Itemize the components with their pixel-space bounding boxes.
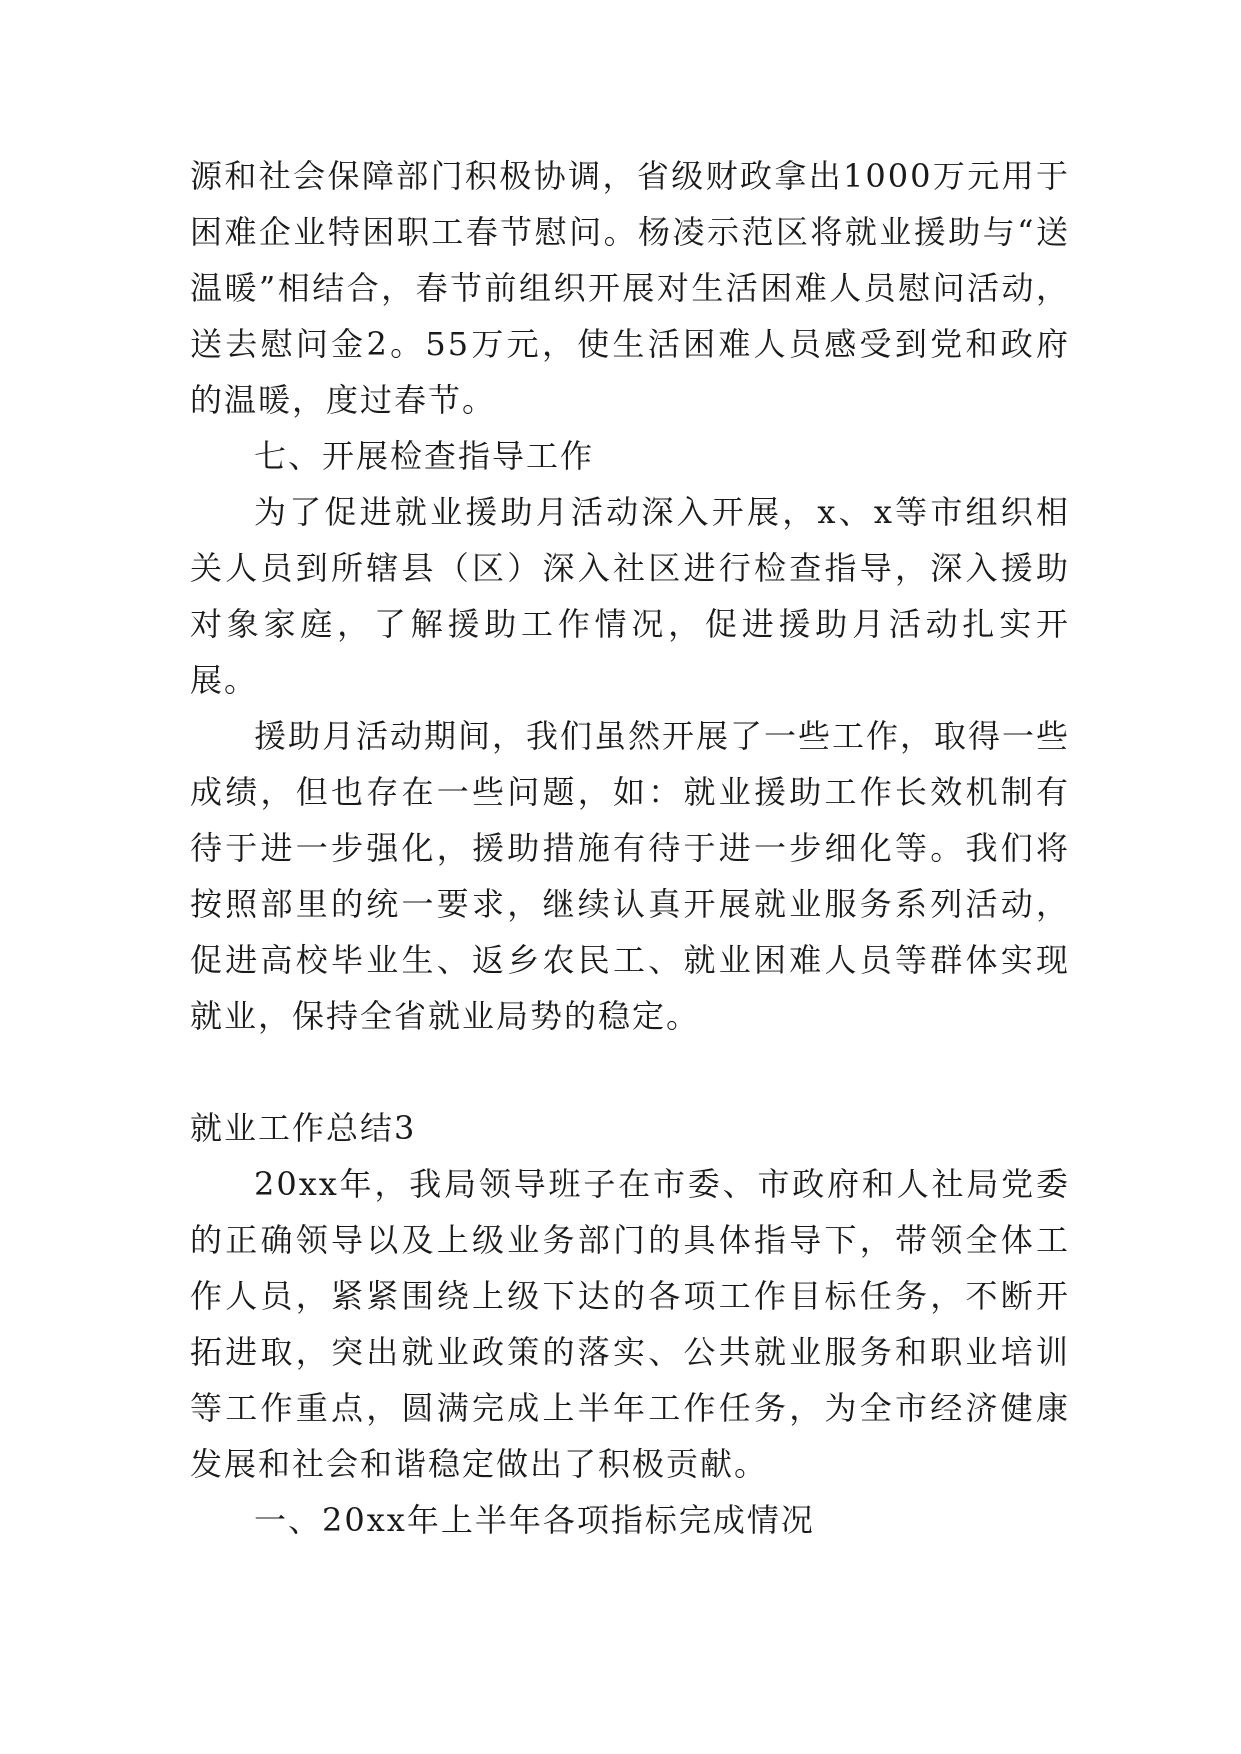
paragraph-intro: 20xx年，我局领导班子在市委、市政府和人社局党委的正确领导以及上级业务部门的具体指导下，带领全体工作人员，紧紧围绕上级下达的各项工作目标任务，不断开拓进取，突出就业政策的落实、公共就业服务和职业培训等工作重点，圆满完成上半年工作任务，为全市经济健康发展和社会和谐稳定做出了积极贡献。 [190,1165,1070,1483]
paragraph-subsidy: 源和社会保障部门积极协调，省级财政拿出1000万元用于困难企业特困职工春节慰问。杨凌示范区将就业援助与“送温暖”相结合，春节前组织开展对生活困难人员慰问活动，送去慰问金2。55万元，使生活困难人员感受到党和政府的温暖，度过春节。 [190,157,1070,419]
document-body [190,148,1070,1548]
paragraph-summary: 援助月活动期间，我们虽然开展了一些工作，取得一些成绩，但也存在一些问题，如：就业援助工作长效机制有待于进一步强化，援助措施有待于进一步细化等。我们将按照部里的统一要求，继续认真开展就业服务系列活动，促进高校毕业生、返乡农民工、就业困难人员等群体实现就业，保持全省就业局势的稳定。 [190,717,1071,1035]
heading-indicators: 一、20xx年上半年各项指标完成情况 [254,1501,815,1539]
section-title: 就业工作总结3 [190,1109,417,1147]
heading-inspection: 七、开展检查指导工作 [254,437,595,475]
paragraph-inspection: 为了促进就业援助月活动深入开展，x、x等市组织相关人员到所辖县（区）深入社区进行检查指导，深入援助对象家庭，了解援助工作情况，促进援助月活动扎实开展。 [190,493,1070,699]
